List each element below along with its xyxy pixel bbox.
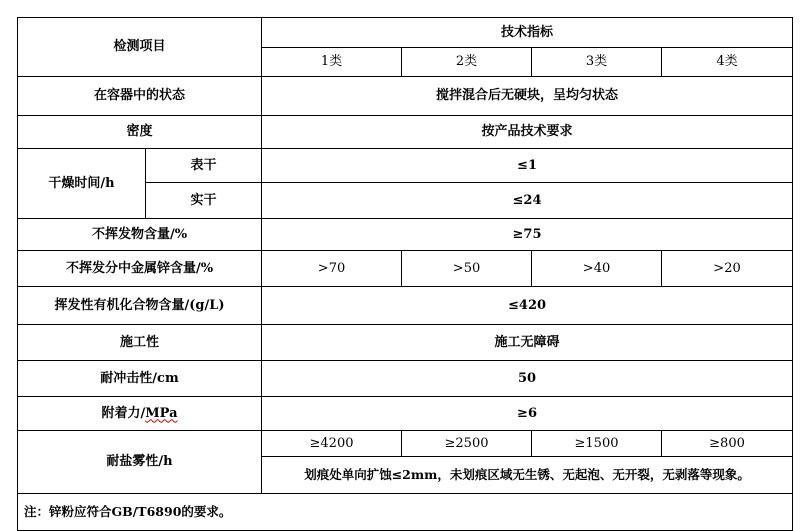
- table-row: [18, 219, 793, 251]
- table-row: [18, 431, 793, 457]
- table-row: [18, 149, 793, 183]
- nonvolatile-label: 不挥发物含量/%: [18, 219, 262, 251]
- adhesion-value: ≥6: [262, 397, 793, 431]
- table-row: [18, 361, 793, 397]
- container-state-label: 在容器中的状态: [18, 77, 262, 116]
- class-4-header: 4类: [662, 48, 793, 77]
- salt-spray-class-2-value: ≥2500: [402, 431, 532, 457]
- density-value: 按产品技术要求: [262, 116, 793, 149]
- voc-value: ≤420: [262, 287, 793, 325]
- workability-label: 施工性: [18, 325, 262, 361]
- surface-dry-label: 表干: [146, 149, 262, 183]
- table-row: [18, 116, 793, 149]
- adhesion-label-prefix: 附着力/: [101, 405, 146, 421]
- zinc-content-label: 不挥发分中金属锌含量/%: [18, 251, 262, 287]
- nonvolatile-value: ≥75: [262, 219, 793, 251]
- table-row: [18, 325, 793, 361]
- salt-spray-class-1-value: ≥4200: [262, 431, 402, 457]
- container-state-value: 搅拌混合后无硬块，呈均匀状态: [262, 77, 793, 116]
- class-1-header: 1类: [262, 48, 402, 77]
- impact-value: 50: [262, 361, 793, 397]
- salt-spray-class-3-value: ≥1500: [532, 431, 662, 457]
- zinc-class-2-value: >50: [402, 251, 532, 287]
- density-label: 密度: [18, 116, 262, 149]
- impact-label: 耐冲击性/cm: [18, 361, 262, 397]
- header-row: [18, 18, 793, 48]
- spec-table-container: [17, 17, 792, 531]
- salt-spray-class-4-value: ≥800: [662, 431, 793, 457]
- zinc-class-4-value: >20: [662, 251, 793, 287]
- surface-dry-value: ≤1: [262, 149, 793, 183]
- table-row: [18, 397, 793, 431]
- class-3-header: 3类: [532, 48, 662, 77]
- tech-header: 技术指标: [262, 18, 793, 48]
- adhesion-label: [18, 397, 262, 431]
- drying-time-label: 干燥时间/h: [18, 149, 146, 219]
- hard-dry-value: ≤24: [262, 183, 793, 219]
- item-header: 检测项目: [18, 18, 262, 77]
- adhesion-unit-spellcheck: MPa: [145, 405, 178, 421]
- table-row: [18, 287, 793, 325]
- zinc-class-3-value: >40: [532, 251, 662, 287]
- class-2-header: 2类: [402, 48, 532, 77]
- note-text: 注：锌粉应符合GB/T6890的要求。: [18, 494, 793, 531]
- salt-spray-label: 耐盐雾性/h: [18, 431, 262, 494]
- workability-value: 施工无障碍: [262, 325, 793, 361]
- note-row: [18, 494, 793, 531]
- zinc-class-1-value: >70: [262, 251, 402, 287]
- table-row: [18, 77, 793, 116]
- spec-table: [17, 17, 793, 531]
- salt-spray-scratch-requirement: 划痕处单向扩蚀≤2mm，未划痕区域无生锈、无起泡、无开裂，无剥落等现象。: [262, 457, 793, 494]
- table-row: [18, 251, 793, 287]
- voc-label: 挥发性有机化合物含量/(g/L): [18, 287, 262, 325]
- hard-dry-label: 实干: [146, 183, 262, 219]
